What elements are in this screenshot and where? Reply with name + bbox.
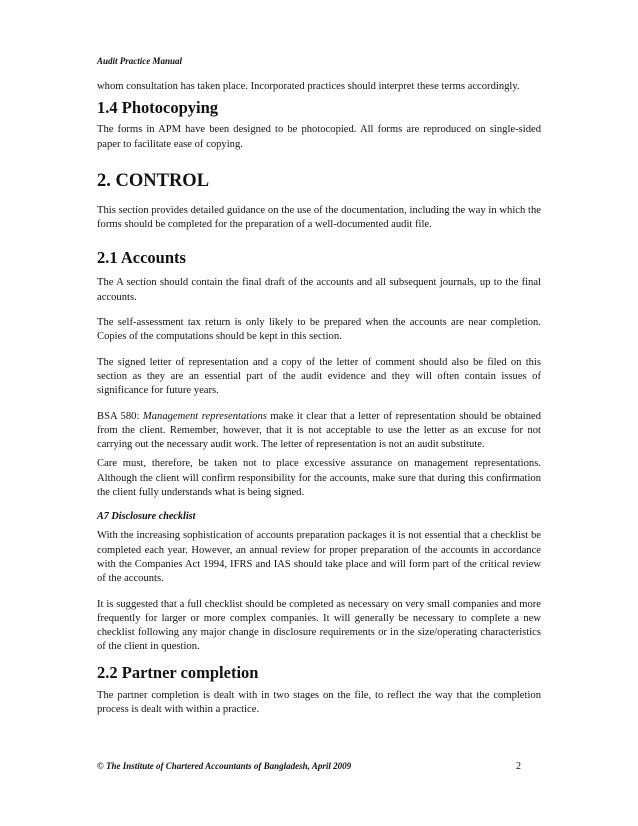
paragraph: The A section should contain the final draft of the accounts and all subsequent journals, up to the final accounts. bbox=[97, 277, 541, 303]
paragraph: The self-assessment tax return is only likely to be prepared when the accounts are near completion. Copies of the computations should be kept in this section. bbox=[97, 317, 541, 343]
paragraph-prefix: BSA 580: bbox=[97, 410, 143, 422]
paragraph-text: make it clear that a letter of representation should be obtained from the client. Remember, however, that it is not acceptable to use the letter as an excuse for not carrying out the necessary audit work. The letter of representation is not an audit substitute. bbox=[97, 410, 541, 451]
section-heading-2-2: 2.2 Partner completion bbox=[97, 662, 259, 682]
copyright-notice: © The Institute of Chartered Accountants of Bangladesh, April 2009 bbox=[97, 761, 352, 771]
standard-title: Management representations bbox=[142, 410, 267, 422]
section-heading-2-1: 2.1 Accounts bbox=[97, 248, 186, 268]
page-body bbox=[97, 80, 541, 717]
paragraph: This section provides detailed guidance on the use of the documentation, including the way in which the forms should be completed for the preparation of a well-documented audit file. bbox=[97, 204, 541, 231]
paragraph: It is suggested that a full checklist should be completed as necessary on very small companies and more frequently for larger or more complex companies. It will generally be necessary to complete a new checklist following any major change in disclosure requirements or in the size/operating characteristics of the client in question. bbox=[97, 598, 541, 653]
page-footer bbox=[97, 761, 541, 771]
paragraph: The partner completion is dealt with in two stages on the file, to reflect the way that the completion process is dealt with within a practice. bbox=[97, 689, 541, 716]
section-heading-2: 2. CONTROL bbox=[97, 170, 210, 191]
page-number: 2 bbox=[516, 761, 521, 772]
subsection-heading-a7: A7 Disclosure checklist bbox=[97, 511, 196, 523]
running-header: Audit Practice Manual bbox=[97, 56, 183, 66]
paragraph: The forms in APM have been designed to be photocopied. All forms are reproduced on single-sided paper to facilitate ease of copying. bbox=[97, 124, 541, 150]
paragraph: whom consultation has taken place. Incorporated practices should interpret these terms accordingly. bbox=[97, 81, 520, 92]
paragraph: With the increasing sophistication of accounts preparation packages it is not essential that a checklist be completed each year. However, an annual review for proper preparation of the accounts in accordance with the Companies Act 1994, IFRS and IAS should take place and will form part of the critical review of the accounts. bbox=[97, 530, 541, 585]
paragraph bbox=[97, 410, 541, 453]
paragraph: The signed letter of representation and a copy of the letter of comment should also be filed on this section as they are an essential part of the audit evidence and they will often contain issues of significance for future years. bbox=[97, 356, 541, 397]
section-heading-1-4: 1.4 Photocopying bbox=[97, 98, 219, 118]
paragraph: Care must, therefore, be taken not to place excessive assurance on management representations. Although the client will confirm responsibility for the accounts, make sure that during this confirmation the client fully understands what is being signed. bbox=[97, 458, 541, 499]
